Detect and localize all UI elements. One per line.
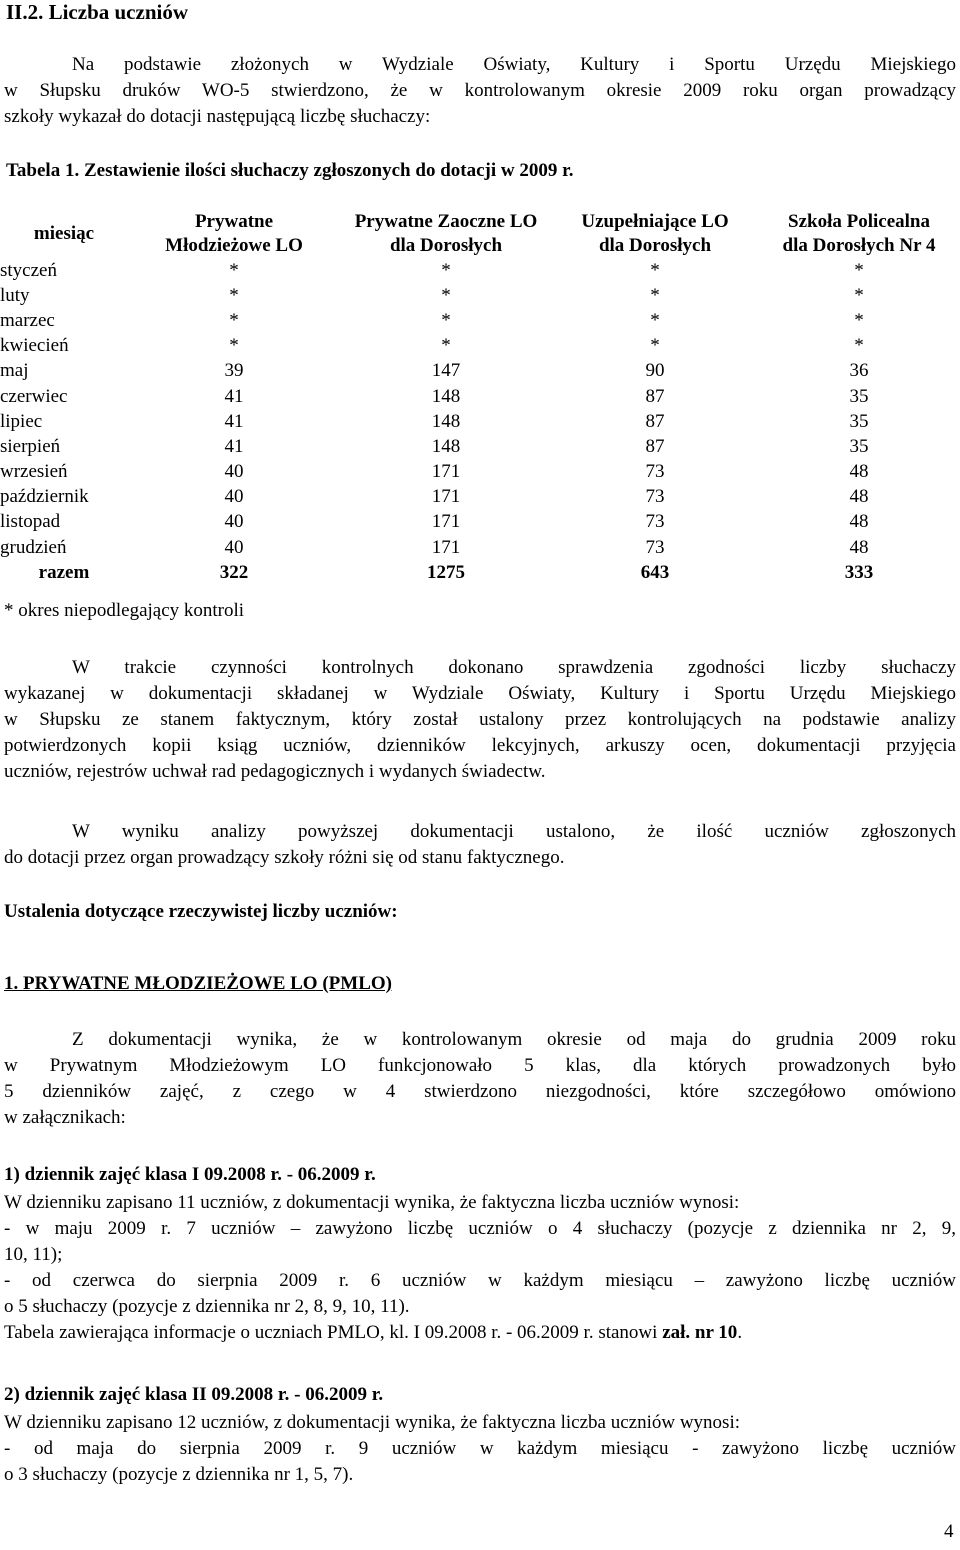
header-col1-line2: Młodzieżowe LO [165, 235, 303, 256]
table-row [0, 460, 960, 485]
cell-value: 73 [645, 536, 665, 558]
cell-value: 148 [431, 410, 461, 432]
cell-month: marzec [0, 309, 55, 331]
paragraph-line: potwierdzonych kopii ksiąg uczniów, dzienników lekcyjnych, arkuszy ocen, dokumentacji przyjęcia [4, 735, 956, 756]
cell-month: maj [0, 360, 29, 382]
paragraph-line: - od czerwca do sierpnia 2009 r. 6 uczniów w każdym miesiącu – zawyżono liczbę uczniów [4, 1270, 956, 1291]
table-row [0, 359, 960, 384]
header-col2 [340, 210, 552, 258]
cell-value: 48 [849, 511, 869, 533]
cell-value: * [650, 284, 660, 306]
table-row [0, 535, 960, 560]
cell-value: * [650, 309, 660, 331]
section-title: II.2. Liczba uczniów [6, 0, 189, 24]
cell-value: * [854, 335, 864, 357]
paragraph-line: wykazanej w dokumentacji składanej w Wydziale Oświaty, Kultury i Sportu Urzędu Miejskiego [4, 683, 956, 704]
header-col4 [758, 210, 960, 258]
header-col3 [552, 210, 758, 258]
cell-month: październik [0, 486, 89, 508]
cell-value: 171 [431, 486, 461, 508]
pmlo-paragraph [4, 1027, 956, 1131]
cell-value: * [229, 259, 239, 281]
cell-total: 333 [844, 561, 874, 583]
cell-value: * [854, 284, 864, 306]
class2-details [4, 1410, 956, 1488]
cell-value: 148 [431, 385, 461, 407]
header-col2-line1: Prywatne Zaoczne LO [354, 211, 538, 232]
cell-total-label: razem [38, 561, 90, 583]
cell-month: czerwiec [0, 385, 68, 407]
cell-month: lipiec [0, 410, 43, 432]
header-col3-line1: Uzupełniające LO [581, 211, 729, 232]
class1-details [4, 1190, 956, 1346]
paragraph-line: W dzienniku zapisano 12 uczniów, z dokumentacji wynika, że faktyczna liczba uczniów wynosi: [4, 1412, 740, 1433]
cell-value: 171 [431, 536, 461, 558]
paragraph-line: o 3 słuchaczy (pozycje z dziennika nr 1, 5, 7). [4, 1464, 354, 1485]
cell-value: 40 [224, 461, 244, 483]
cell-value: 48 [849, 461, 869, 483]
table-row [0, 409, 960, 434]
header-col4-line1: Szkoła Policealna [788, 211, 930, 232]
cell-value: 35 [849, 410, 869, 432]
class1-heading: 1) dziennik zajęć klasa I 09.2008 r. - 06.2009 r. [4, 1164, 376, 1185]
cell-value: * [441, 259, 451, 281]
paragraph-line: w załącznikach: [4, 1107, 126, 1128]
cell-value: * [650, 335, 660, 357]
cell-value: 73 [645, 486, 665, 508]
table-caption: Tabela 1. Zestawienie ilości słuchaczy zgłoszonych do dotacji w 2009 r. [6, 160, 574, 181]
cell-value: 171 [431, 461, 461, 483]
paragraph-line: w Słupsku ze stanem faktycznym, który został ustalony przez kontrolujących na podstawie analizy [4, 709, 956, 730]
cell-value: 171 [431, 511, 461, 533]
cell-month: listopad [0, 511, 61, 533]
intro-line: szkoły wykazał do dotacji następującą liczbę słuchaczy: [4, 106, 431, 127]
cell-value: * [854, 259, 864, 281]
page-number: 4 [944, 1521, 954, 1542]
cell-total: 643 [640, 561, 670, 583]
cell-value: 87 [645, 410, 665, 432]
cell-month: sierpień [0, 435, 61, 457]
cell-value: * [441, 309, 451, 331]
attachment-ref: zał. nr 10 [662, 1322, 738, 1343]
table-row [0, 510, 960, 535]
cell-value: * [229, 335, 239, 357]
class2-heading: 2) dziennik zajęć klasa II 09.2008 r. - 06.2009 r. [4, 1384, 384, 1405]
paragraph-line: - od maja do sierpnia 2009 r. 9 uczniów w każdym miesiącu - zawyżono liczbę uczniów [4, 1438, 956, 1459]
cell-month: kwiecień [0, 335, 69, 357]
cell-value: 90 [645, 360, 665, 382]
attachment-end: . [737, 1322, 743, 1343]
header-col2-line2: dla Dorosłych [389, 235, 503, 256]
cell-value: 40 [224, 486, 244, 508]
paragraph-line: - w maju 2009 r. 7 uczniów – zawyżono liczbę uczniów o 4 słuchaczy (pozycje z dziennika nr 2, 9, [4, 1218, 956, 1239]
paragraph-line: do dotacji przez organ prowadzący szkoły różni się od stanu faktycznego. [4, 847, 565, 868]
cell-total: 1275 [427, 561, 465, 583]
cell-value: 73 [645, 461, 665, 483]
paragraph-line: o 5 słuchaczy (pozycje z dziennika nr 2, 8, 9, 10, 11). [4, 1296, 410, 1317]
cell-value: * [441, 284, 451, 306]
cell-value: 48 [849, 486, 869, 508]
cell-value: * [229, 284, 239, 306]
cell-month: luty [0, 284, 30, 306]
intro-line: w Słupsku druków WO-5 stwierdzono, że w kontrolowanym okresie 2009 roku organ prowadzący [4, 80, 956, 101]
header-col1-line1: Prywatne [194, 211, 274, 232]
paragraph-line: 10, 11); [4, 1244, 63, 1265]
cell-total: 322 [219, 561, 249, 583]
table-row [0, 258, 960, 283]
attachment-line [4, 1320, 956, 1346]
paragraph-line: 5 dzienników zajęć, z czego w 4 stwierdzono niezgodności, które szczegółowo omówiono [4, 1081, 956, 1102]
table-row [0, 334, 960, 359]
cell-value: 73 [645, 511, 665, 533]
cell-value: 41 [224, 385, 244, 407]
header-month: miesiąc [33, 223, 95, 244]
cell-value: 39 [224, 360, 244, 382]
paragraph-line: W trakcie czynności kontrolnych dokonano sprawdzenia zgodności liczby słuchaczy [72, 657, 956, 678]
control-paragraph [4, 655, 956, 785]
cell-value: 36 [849, 360, 869, 382]
header-col3-line2: dla Dorosłych [598, 235, 712, 256]
table-total-row [0, 560, 960, 585]
cell-month: styczeń [0, 259, 57, 281]
header-col1 [128, 210, 340, 258]
students-table [0, 210, 960, 585]
cell-value: 87 [645, 385, 665, 407]
cell-value: * [441, 335, 451, 357]
table-row [0, 485, 960, 510]
paragraph-line: w Prywatnym Młodzieżowym LO funkcjonowało 5 klas, dla których prowadzonych było [4, 1055, 956, 1076]
cell-value: 35 [849, 385, 869, 407]
table-row [0, 308, 960, 333]
table-row [0, 384, 960, 409]
paragraph-line: W dzienniku zapisano 11 uczniów, z dokumentacji wynika, że faktyczna liczba uczniów wynosi: [4, 1192, 740, 1213]
cell-value: 40 [224, 536, 244, 558]
paragraph-line: Z dokumentacji wynika, że w kontrolowanym okresie od maja do grudnia 2009 roku [72, 1029, 956, 1050]
cell-month: wrzesień [0, 461, 68, 483]
attachment-text: Tabela zawierająca informacje o uczniach PMLO, kl. I 09.2008 r. - 06.2009 r. stanowi [4, 1322, 663, 1343]
header-col4-line2: dla Dorosłych Nr 4 [782, 235, 936, 256]
pmlo-heading: 1. PRYWATNE MŁODZIEŻOWE LO (PMLO) [4, 973, 392, 994]
cell-value: 35 [849, 435, 869, 457]
cell-value: * [229, 309, 239, 331]
cell-value: 148 [431, 435, 461, 457]
intro-line: Na podstawie złożonych w Wydziale Oświaty, Kultury i Sportu Urzędu Miejskiego [72, 54, 956, 75]
table-header-row [0, 210, 960, 258]
table-footnote: * okres niepodlegający kontroli [4, 600, 245, 621]
analysis-paragraph [4, 819, 956, 871]
paragraph-line: uczniów, rejestrów uchwał rad pedagogicznych i wydanych świadectw. [4, 761, 546, 782]
cell-value: * [650, 259, 660, 281]
cell-value: 48 [849, 536, 869, 558]
findings-heading: Ustalenia dotyczące rzeczywistej liczby uczniów: [4, 901, 398, 922]
intro-paragraph [4, 52, 956, 130]
cell-month: grudzień [0, 536, 67, 558]
cell-value: 40 [224, 511, 244, 533]
cell-value: 41 [224, 435, 244, 457]
cell-value: 41 [224, 410, 244, 432]
cell-value: * [854, 309, 864, 331]
table-row [0, 283, 960, 308]
cell-value: 87 [645, 435, 665, 457]
paragraph-line: W wyniku analizy powyższej dokumentacji ustalono, że ilość uczniów zgłoszonych [72, 821, 956, 842]
table-row [0, 434, 960, 459]
cell-value: 147 [431, 360, 461, 382]
